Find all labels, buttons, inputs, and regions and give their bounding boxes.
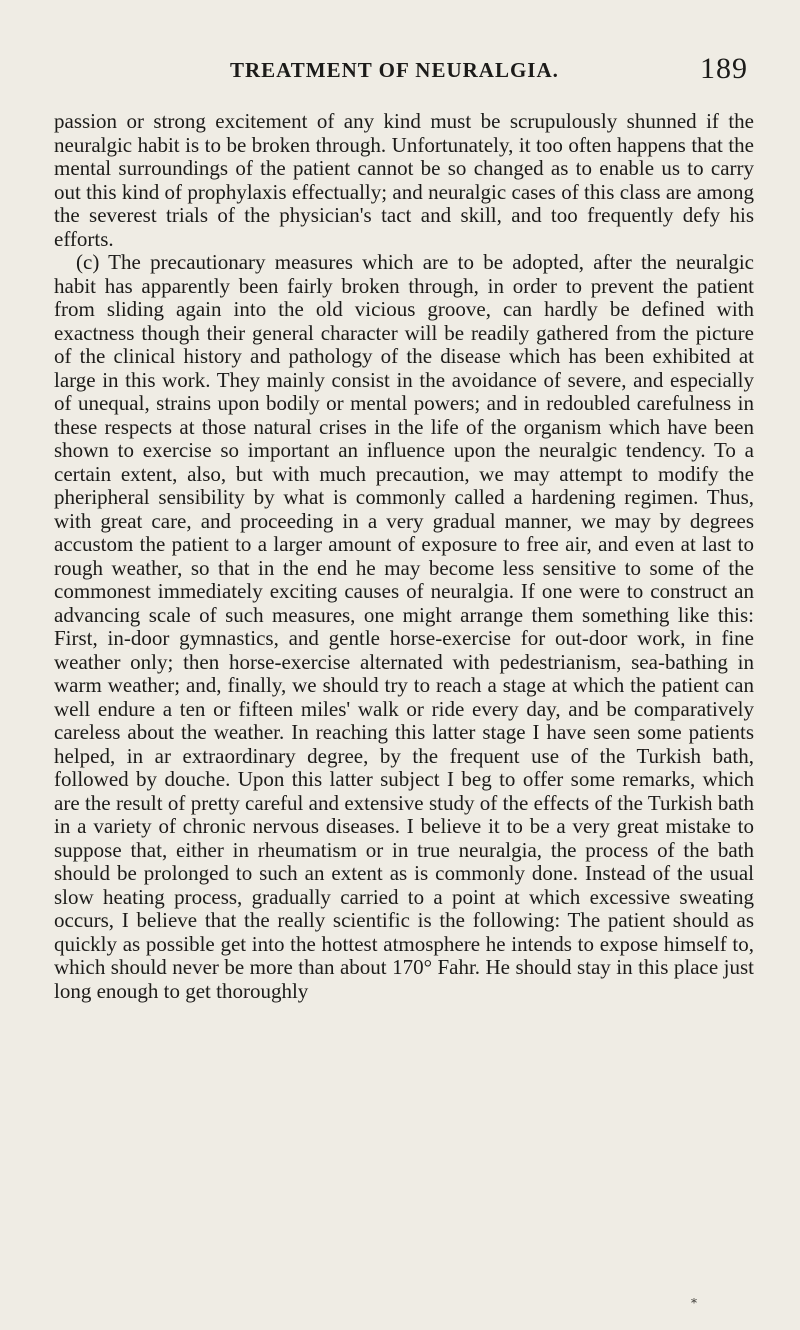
running-title: TREATMENT OF NEURALGIA. — [230, 58, 559, 82]
page-number: 189 — [700, 52, 748, 85]
paragraph-continued: passion or strong excitement of any kind must be scrupulously shunned if the neuralgic habit is to be broken through. Unfortunately, it too often happens that the mental surroundings of the patient cannot be so changed as to enable us to carry out this kind of prophylaxis effectually; and neuralgic cases of this class are among the severest trials of the physician's tact and skill, and too frequently defy his efforts. — [54, 109, 754, 251]
printer-mark: * — [691, 1296, 697, 1310]
paragraph-precautionary-measures: (c) The precautionary measures which are to be adopted, after the neuralgic habit has apparently been fairly broken through, in order to prevent the patient from sliding again into the old vicious groove, can hardly be defined with exactness though their general character will be readily gathered from the picture of the clinical history and pathology of the disease which has been exhibited at large in this work. They mainly consist in the avoidance of severe, and especially of unequal, strains upon bodily or mental powers; and in redoubled carefulness in these respects at those natural crises in the life of the organism which have been shown to exercise so important an influence upon the neuralgic tendency. To a certain extent, also, but with much precaution, we may attempt to modify the pheripheral sensibility by what is commonly called a hardening regimen. Thus, with great care, and proceeding in a very gradual manner, we may by degrees accustom the patient to a larger amount of exposure to free air, and even at last to rough weather, so that in the end he may become less sensitive to some of the commonest immediately exciting causes of neuralgia. If one were to construct an advancing scale of such measures, one might arrange them something like this: First, in-door gymnastics, and gentle horse-exercise for out-door work, in fine weather only; then horse-exercise alternated with pedestrianism, sea-bathing in warm weather; and, finally, we should try to reach a stage at which the patient can well endure a ten or fifteen miles' walk or ride every day, and be comparatively careless about the weather. In reaching this latter stage I have seen some patients helped, in ar extraordinary degree, by the frequent use of the Turkish bath, followed by douche. Upon this latter subject I beg to offer some remarks, which are the result of pretty careful and extensive study of the effects of the Turkish bath in a variety of chronic nervous diseases. I believe it to be a very great mistake to suppose that, either in rheumatism or in true neuralgia, the process of the bath should be prolonged to such an extent as is commonly done. Instead of the usual slow heating process, gradually carried to a point at which excessive sweating occurs, I believe that the really scientific is the following: The patient should as quickly as possible get into the hottest atmosphere he intends to expose himself to, which should never be more than about 170° Fahr. He should stay in this place just long enough to get thoroughly — [54, 250, 754, 1003]
body-text — [54, 110, 754, 1003]
running-head — [140, 52, 748, 94]
